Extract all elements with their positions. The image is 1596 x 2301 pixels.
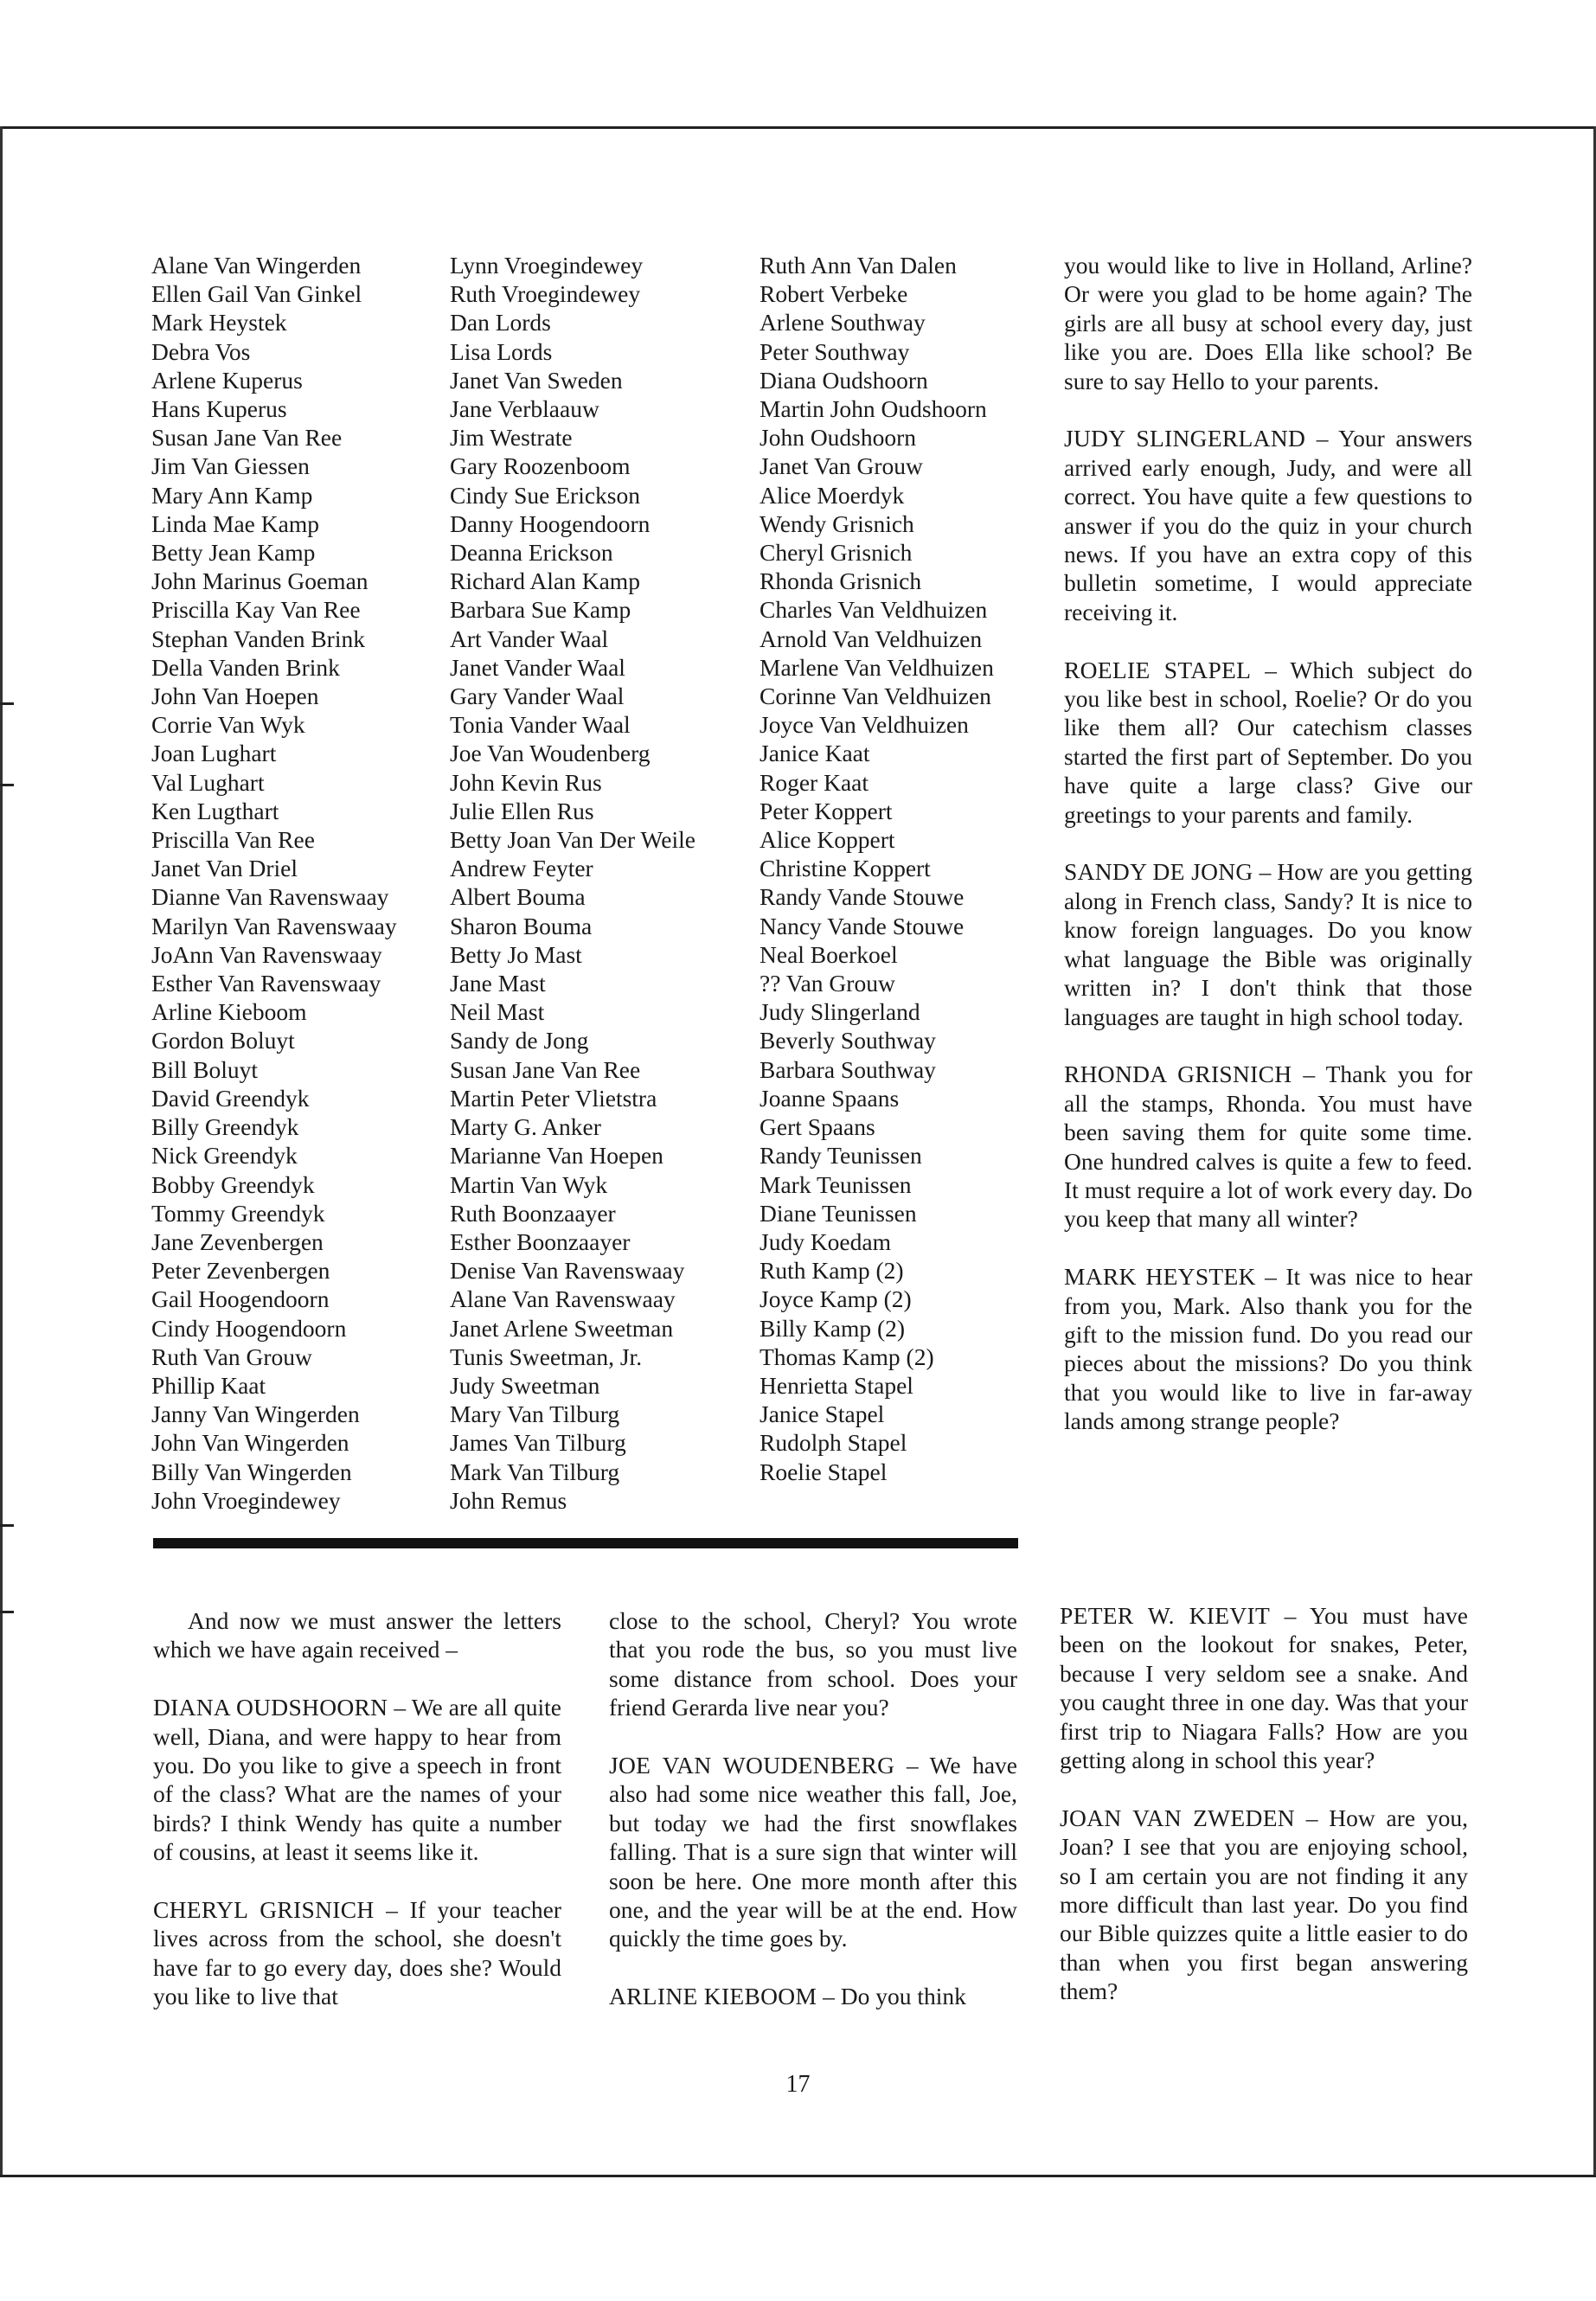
list-item: Bobby Greendyk: [151, 1170, 315, 1198]
recipient-name: CHERYL GRISNICH: [153, 1896, 375, 1924]
dash-separator: –: [388, 1694, 412, 1721]
recipient-name: ARLINE KIEBOOM: [609, 1983, 817, 2010]
list-item: Dianne Van Ravenswaay: [151, 883, 389, 911]
list-item: Barbara Sue Kamp: [450, 596, 631, 624]
list-item: Esther Van Ravenswaay: [151, 970, 381, 997]
list-item: Denise Van Ravenswaay: [450, 1257, 685, 1285]
list-item: Mark Teunissen: [760, 1170, 912, 1198]
list-item: Alane Van Wingerden: [151, 252, 362, 279]
list-item: Joan Lughart: [151, 740, 277, 767]
list-item: Joe Van Woudenberg: [450, 740, 651, 767]
letters-bottom-column-2: [609, 1606, 1017, 2011]
list-item: John Oudshoorn: [760, 424, 917, 452]
list-item: Janice Kaat: [760, 740, 870, 767]
name-list: [151, 251, 397, 1515]
list-item: Betty Joan Van Der Weile: [450, 826, 695, 854]
list-item: Henrietta Stapel: [760, 1371, 913, 1399]
list-item: James Van Tilburg: [450, 1429, 626, 1457]
list-item: Tunis Sweetman, Jr.: [450, 1343, 643, 1370]
list-item: John Van Wingerden: [151, 1429, 349, 1457]
list-item: Martin Van Wyk: [450, 1170, 608, 1198]
list-item: Marty G. Anker: [450, 1113, 601, 1141]
list-item: Tommy Greendyk: [151, 1199, 325, 1227]
list-item: Judy Sweetman: [450, 1371, 600, 1399]
list-item: Art Vander Waal: [450, 625, 609, 652]
list-item: Ruth Kamp (2): [760, 1257, 904, 1285]
list-item: John Remus: [450, 1486, 567, 1514]
dash-separator: –: [817, 1983, 841, 2010]
list-item: Sharon Bouma: [450, 912, 593, 939]
page-top-edge: [0, 126, 1596, 129]
list-item: Beverly Southway: [760, 1027, 936, 1054]
dash-separator: –: [1251, 656, 1291, 683]
letter-text: Thank you for all the stamps, Rhonda. You must have been saving them for quite some time. One hundred calves is quite a few to feed. It must require a lot of work every day. Do you keep that many all winter?: [1064, 1061, 1472, 1233]
dash-separator: –: [1270, 1602, 1310, 1629]
list-item: Randy Teunissen: [760, 1142, 922, 1170]
recipient-name: JUDY SLINGERLAND: [1064, 425, 1306, 452]
list-item: Marilyn Van Ravenswaay: [151, 912, 397, 939]
letter-paragraph: [1064, 656, 1472, 829]
list-item: Dan Lords: [450, 309, 551, 336]
list-item: Billy Kamp (2): [760, 1314, 906, 1342]
list-item: ?? Van Grouw: [760, 970, 895, 997]
letter-paragraph: [1064, 857, 1472, 1030]
list-item: Cindy Sue Erickson: [450, 481, 640, 509]
list-item: Robert Verbeke: [760, 280, 908, 308]
recipient-name: DIANA OUDSHOORN: [153, 1694, 388, 1721]
list-item: Peter Koppert: [760, 797, 893, 824]
letter-text: How are you getting along in French class, Sandy? It is nice to know foreign languages. Do you know what language the Bible was originally written in? I don't think that those languages are taught in high school today.: [1064, 858, 1473, 1030]
list-item: Joyce Van Veldhuizen: [760, 711, 969, 739]
dash-separator: –: [1294, 1804, 1330, 1831]
list-item: Gordon Boluyt: [151, 1027, 295, 1054]
list-item: Mark Van Tilburg: [450, 1458, 620, 1485]
name-column-1: [151, 251, 397, 1515]
list-item: Arnold Van Veldhuizen: [760, 625, 983, 652]
list-item: Jane Zevenbergen: [151, 1227, 324, 1255]
section-divider: [153, 1538, 1018, 1548]
list-item: Julie Ellen Rus: [450, 797, 594, 824]
list-item: Lisa Lords: [450, 337, 553, 365]
list-item: Gert Spaans: [760, 1113, 875, 1141]
list-item: Billy Van Wingerden: [151, 1458, 352, 1485]
list-item: Janet Van Driel: [151, 855, 298, 882]
list-item: Cheryl Grisnich: [760, 539, 913, 567]
list-item: Diana Oudshoorn: [760, 366, 928, 394]
letter-paragraph: [609, 1606, 1017, 1722]
list-item: Judy Slingerland: [760, 998, 920, 1026]
list-item: Janet Van Grouw: [760, 452, 923, 480]
dash-separator: –: [1255, 1263, 1286, 1291]
list-item: Peter Southway: [760, 337, 910, 365]
list-item: Janny Van Wingerden: [151, 1400, 360, 1428]
list-item: Mary Ann Kamp: [151, 481, 313, 509]
letter-paragraph: [1064, 1060, 1472, 1233]
recipient-name: JOAN VAN ZWEDEN: [1060, 1804, 1295, 1831]
list-item: John Marinus Goeman: [151, 567, 369, 595]
letters-bottom-column-1: [153, 1606, 561, 2011]
letter-paragraph: [609, 1751, 1017, 1953]
list-item: Susan Jane Van Ree: [450, 1055, 641, 1083]
list-item: Deanna Erickson: [450, 539, 613, 567]
name-list: [760, 251, 994, 1486]
binding-mark: [0, 1524, 14, 1527]
letter-text: We have also had some nice weather this fall, Joe, but today we had the first snowflakes falling. That is a sure sign that winter will soon be here. One more month after this one, and the year will be at the end. How quickly the time goes by.: [609, 1752, 1017, 1952]
dash-separator: –: [1305, 425, 1339, 452]
list-item: Ruth Boonzaayer: [450, 1199, 616, 1227]
list-item: Arline Kieboom: [151, 998, 307, 1026]
list-item: Roelie Stapel: [760, 1458, 888, 1485]
list-item: Val Lughart: [151, 768, 265, 796]
list-item: Charles Van Veldhuizen: [760, 596, 988, 624]
list-item: Marianne Van Hoepen: [450, 1142, 663, 1170]
recipient-name: ROELIE STAPEL: [1064, 656, 1252, 683]
list-item: Susan Jane Van Ree: [151, 424, 343, 452]
list-item: Neal Boerkoel: [760, 940, 898, 968]
letter-group: [153, 1693, 561, 2010]
letter-text: Do you think: [840, 1983, 966, 2010]
list-item: Ellen Gail Van Ginkel: [151, 280, 362, 308]
list-item: Neil Mast: [450, 998, 545, 1026]
list-item: John Van Hoepen: [151, 683, 319, 710]
recipient-name: JOE VAN WOUDENBERG: [609, 1752, 895, 1779]
list-item: Janet Arlene Sweetman: [450, 1314, 674, 1342]
recipient-name: MARK HEYSTEK: [1064, 1263, 1256, 1291]
recipient-name: SANDY DE JONG: [1064, 858, 1253, 886]
binding-mark: [0, 1611, 14, 1613]
list-item: Corrie Van Wyk: [151, 711, 305, 739]
list-item: Corinne Van Veldhuizen: [760, 683, 991, 710]
list-item: Jane Mast: [450, 970, 546, 997]
list-item: Jim Van Giessen: [151, 452, 310, 480]
list-item: Mary Van Tilburg: [450, 1400, 620, 1428]
list-item: Barbara Southway: [760, 1055, 936, 1083]
list-item: Betty Jo Mast: [450, 940, 582, 968]
list-item: Ruth Van Grouw: [151, 1343, 312, 1370]
list-item: Wendy Grisnich: [760, 510, 914, 537]
letter-text: Your answers arrived early enough, Judy, and were all correct. You have quite a few questions to answer if you do the quiz in your church news. If you have an extra copy of this bulletin sometime, I would appreciate receiving it.: [1064, 425, 1472, 625]
list-item: Sandy de Jong: [450, 1027, 589, 1054]
list-item: Randy Vande Stouwe: [760, 883, 965, 911]
letter-text: You must have been on the lookout for snakes, Peter, because I very seldom see a snake. And you caught three in one day. Was that your first trip to Niagara Falls? How are you getting along in school this year?: [1060, 1602, 1468, 1774]
list-item: John Vroegindewey: [151, 1486, 341, 1514]
list-item: Della Vanden Brink: [151, 653, 340, 681]
list-item: Ruth Vroegindewey: [450, 280, 641, 308]
list-item: Billy Greendyk: [151, 1113, 299, 1141]
intro-paragraph: And now we must answer the letters which we have again received –: [153, 1607, 561, 1663]
dash-separator: –: [1253, 858, 1278, 886]
list-item: Rudolph Stapel: [760, 1429, 907, 1457]
list-item: Cindy Hoogendoorn: [151, 1314, 347, 1342]
list-item: Martin John Oudshoorn: [760, 395, 987, 423]
list-item: Ruth Ann Van Dalen: [760, 252, 957, 279]
list-item: Janet Van Sweden: [450, 366, 623, 394]
letter-text: It was nice to hear from you, Mark. Also thank you for the gift to the mission fund. Do you read our pieces about the missions? Do you think that you would like to live in far-away lands among strange people?: [1064, 1263, 1472, 1435]
list-item: Stephan Vanden Brink: [151, 625, 365, 652]
list-item: Mark Heystek: [151, 309, 287, 336]
list-item: Tonia Vander Waal: [450, 711, 631, 739]
list-item: Bill Boluyt: [151, 1055, 259, 1083]
letter-paragraph: [1064, 424, 1472, 626]
name-column-3: [760, 251, 994, 1486]
list-item: Marlene Van Veldhuizen: [760, 653, 994, 681]
list-item: Peter Zevenbergen: [151, 1257, 330, 1285]
list-item: Danny Hoogendoorn: [450, 510, 651, 537]
list-item: Jane Verblaauw: [450, 395, 599, 423]
list-item: Thomas Kamp (2): [760, 1343, 934, 1370]
list-item: Alane Van Ravenswaay: [450, 1285, 676, 1313]
letter-text: close to the school, Cheryl? You wrote that you rode the bus, so you must live some distance from school. Does your friend Gerarda live near you?: [609, 1607, 1017, 1721]
list-item: Linda Mae Kamp: [151, 510, 319, 537]
list-item: Alice Moerdyk: [760, 481, 905, 509]
list-item: Gail Hoogendoorn: [151, 1285, 330, 1313]
list-item: Albert Bouma: [450, 883, 586, 911]
list-item: Alice Koppert: [760, 826, 895, 854]
name-list: [450, 251, 695, 1515]
list-item: JoAnn Van Ravenswaay: [151, 940, 382, 968]
letter-paragraph: [1064, 251, 1472, 395]
list-item: David Greendyk: [151, 1084, 310, 1112]
letter-paragraph: [153, 1693, 561, 1866]
letter-text: you would like to live in Holland, Arline? Or were you glad to be home again? The girls are all busy at school every day, just like you are. Does Ella like school? Be sure to say Hello to your parents.: [1064, 252, 1472, 394]
list-item: Nancy Vande Stouwe: [760, 912, 965, 939]
letter-text: We are all quite well, Diana, and were happy to hear from you. Do you like to give a speech in front of the class? What are the names of your birds? I think Wendy has quite a number of cousins, at least it seems like it.: [153, 1694, 561, 1866]
dash-separator: –: [1292, 1061, 1326, 1088]
list-item: Arlene Kuperus: [151, 366, 303, 394]
page-bottom-edge: [0, 2175, 1596, 2177]
list-item: Christine Koppert: [760, 855, 931, 882]
list-item: Martin Peter Vlietstra: [450, 1084, 657, 1112]
list-item: Rhonda Grisnich: [760, 567, 922, 595]
letter-text: If your teacher lives across from the school, she doesn't have far to go every day, does she? Would you like to live that: [153, 1896, 561, 2010]
list-item: Roger Kaat: [760, 768, 869, 796]
list-item: Debra Vos: [151, 337, 251, 365]
letters-right-column: [1064, 251, 1472, 1436]
list-item: Andrew Feyter: [450, 855, 593, 882]
dash-separator: –: [894, 1752, 930, 1779]
letters-bottom-column-3: [1060, 1601, 1468, 2006]
letter-paragraph: [153, 1895, 561, 2011]
list-item: Gary Roozenboom: [450, 452, 631, 480]
list-item: Ken Lugthart: [151, 797, 279, 824]
binding-mark: [0, 784, 14, 786]
list-item: John Kevin Rus: [450, 768, 602, 796]
page-left-edge: [0, 126, 3, 2176]
dash-separator: –: [374, 1896, 410, 1924]
list-item: Nick Greendyk: [151, 1142, 298, 1170]
page-number: 17: [785, 2071, 811, 2098]
list-item: Gary Vander Waal: [450, 683, 625, 710]
list-item: Priscilla Kay Van Ree: [151, 596, 361, 624]
letter-paragraph: [1060, 1804, 1468, 2006]
recipient-name: PETER W. KIEVIT: [1060, 1602, 1271, 1629]
list-item: Phillip Kaat: [151, 1371, 266, 1399]
list-item: Joyce Kamp (2): [760, 1285, 912, 1313]
list-item: Lynn Vroegindewey: [450, 252, 644, 279]
list-item: Joanne Spaans: [760, 1084, 900, 1112]
list-item: Diane Teunissen: [760, 1199, 917, 1227]
list-item: Janet Vander Waal: [450, 653, 625, 681]
letter-paragraph: [1064, 1262, 1472, 1435]
letter-text: How are you, Joan? I see that you are enjoying school, so I am certain you are not finding it any more difficult than last year. Do you find our Bible quizzes quite a little easier to do than when you first began answering them?: [1060, 1804, 1468, 2005]
list-item: Hans Kuperus: [151, 395, 287, 423]
recipient-name: RHONDA GRISNICH: [1064, 1061, 1292, 1088]
list-item: Jim Westrate: [450, 424, 573, 452]
letter-paragraph: [1060, 1601, 1468, 1774]
list-item: Janice Stapel: [760, 1400, 885, 1428]
list-item: Judy Koedam: [760, 1227, 891, 1255]
list-item: Betty Jean Kamp: [151, 539, 316, 567]
list-item: Arlene Southway: [760, 309, 926, 336]
binding-mark: [0, 702, 14, 705]
letter-paragraph: [609, 1982, 1017, 2010]
list-item: Esther Boonzaayer: [450, 1227, 631, 1255]
name-column-2: [450, 251, 695, 1515]
letter-text: Which subject do you like best in school, Roelie? Or do you like them all? Our catechism classes started the first part of September. Do you have quite a large class? Give our greetings to your parents and family.: [1064, 656, 1472, 828]
list-item: Richard Alan Kamp: [450, 567, 640, 595]
list-item: Priscilla Van Ree: [151, 826, 315, 854]
